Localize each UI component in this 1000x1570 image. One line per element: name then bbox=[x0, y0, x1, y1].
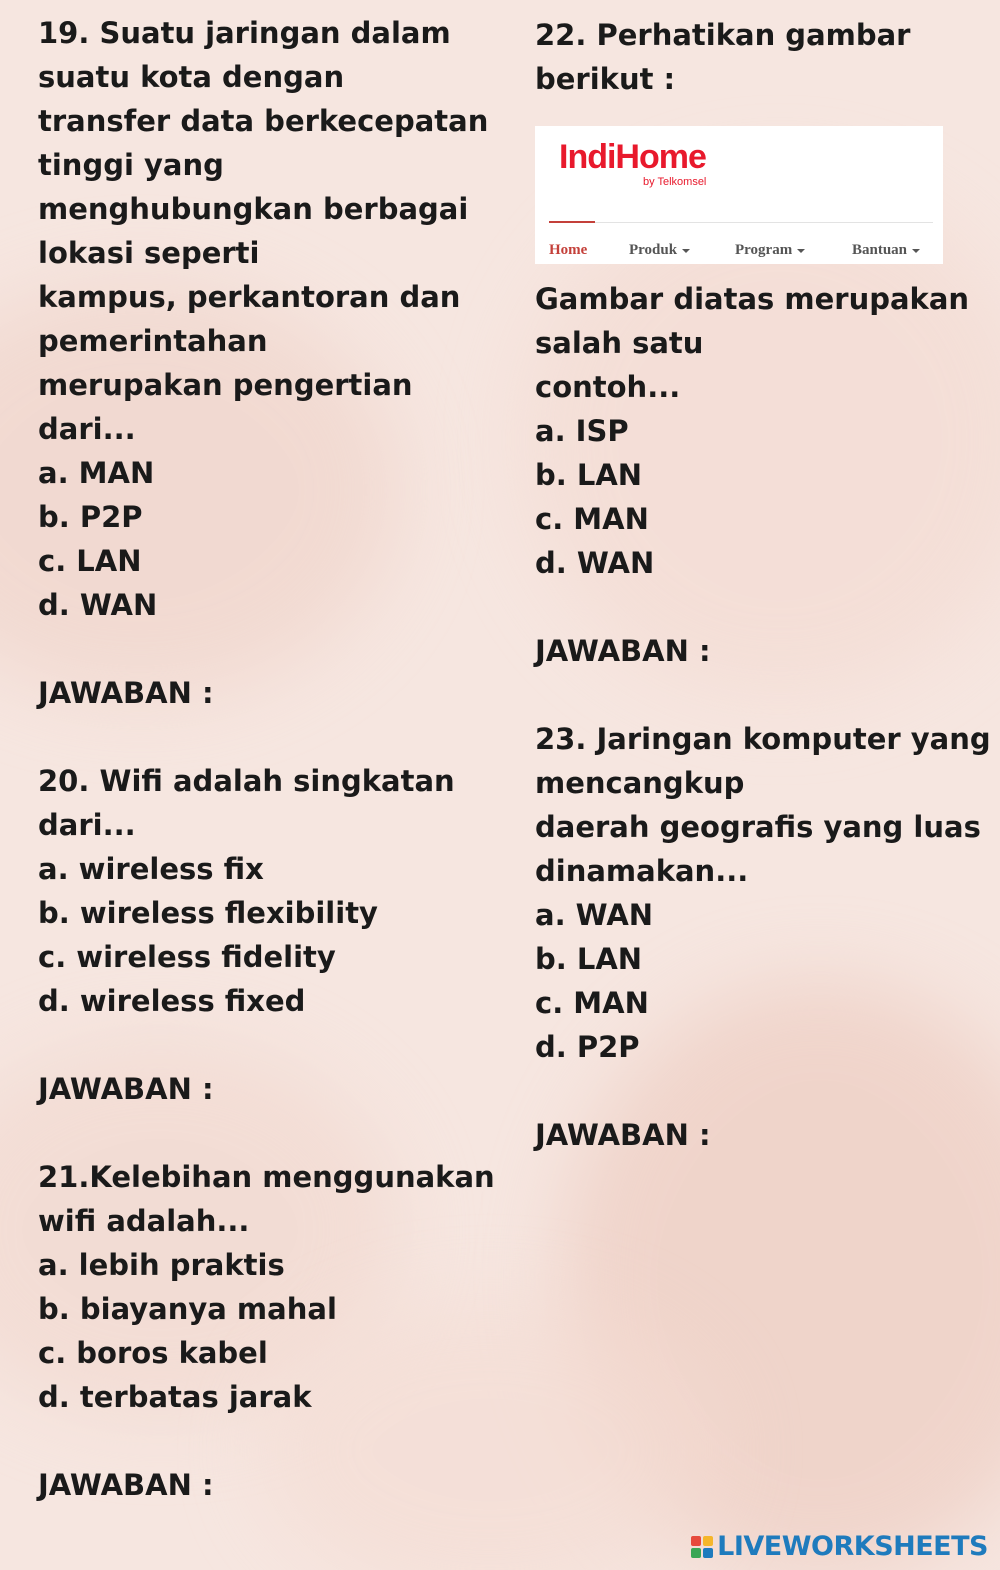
option-22-d: d. WAN bbox=[535, 546, 655, 580]
question-22-line: 22. Perhatikan gambar bbox=[535, 18, 911, 52]
question-19-line: lokasi seperti bbox=[38, 236, 260, 270]
option-20-d: d. wireless fixed bbox=[38, 984, 306, 1018]
option-23-c: c. MAN bbox=[535, 986, 649, 1020]
question-19-line: merupakan pengertian bbox=[38, 368, 413, 402]
option-20-b: b. wireless flexibility bbox=[38, 896, 378, 930]
nav-program: Program bbox=[735, 242, 805, 259]
home-underline bbox=[549, 221, 595, 223]
option-19-c: c. LAN bbox=[38, 544, 142, 578]
question-21-line: wifi adalah... bbox=[38, 1204, 250, 1238]
liveworksheets-logo bbox=[691, 1531, 988, 1562]
option-21-b: b. biayanya mahal bbox=[38, 1292, 337, 1326]
chevron-down-icon bbox=[912, 249, 920, 253]
question-22-line: salah satu bbox=[535, 326, 704, 360]
nav-home: Home bbox=[549, 242, 588, 258]
answer-label-22: JAWABAN : bbox=[535, 634, 711, 668]
option-20-c: c. wireless fidelity bbox=[38, 940, 336, 974]
indihome-banner-image bbox=[535, 126, 943, 264]
option-21-a: a. lebih praktis bbox=[38, 1248, 285, 1282]
option-19-d: d. WAN bbox=[38, 588, 158, 622]
nav-produk: Produk bbox=[629, 242, 690, 259]
question-21-line: 21.Kelebihan menggunakan bbox=[38, 1160, 495, 1194]
answer-label-21: JAWABAN : bbox=[38, 1468, 214, 1502]
question-19-line: menghubungkan berbagai bbox=[38, 192, 469, 226]
option-19-a: a. MAN bbox=[38, 456, 155, 490]
question-19-line: kampus, perkantoran dan bbox=[38, 280, 461, 314]
option-23-b: b. LAN bbox=[535, 942, 643, 976]
question-20-line: 20. Wifi adalah singkatan bbox=[38, 764, 455, 798]
question-19-line: suatu kota dengan bbox=[38, 60, 345, 94]
liveworksheets-icon bbox=[691, 1536, 713, 1558]
question-19-line: pemerintahan bbox=[38, 324, 268, 358]
question-20-line: dari... bbox=[38, 808, 136, 842]
option-23-a: a. WAN bbox=[535, 898, 654, 932]
option-23-d: d. P2P bbox=[535, 1030, 640, 1064]
indihome-logo: IndiHome bbox=[559, 138, 706, 176]
question-23-line: dinamakan... bbox=[535, 854, 749, 888]
option-22-b: b. LAN bbox=[535, 458, 643, 492]
chevron-down-icon bbox=[797, 249, 805, 253]
option-22-a: a. ISP bbox=[535, 414, 629, 448]
answer-label-23: JAWABAN : bbox=[535, 1118, 711, 1152]
nav-bantuan: Bantuan bbox=[852, 242, 920, 259]
indihome-logo-sub: by Telkomsel bbox=[643, 176, 707, 188]
liveworksheets-wordmark: LIVEWORKSHEETS bbox=[717, 1531, 988, 1562]
option-19-b: b. P2P bbox=[38, 500, 143, 534]
question-23-line: 23. Jaringan komputer yang bbox=[535, 722, 991, 756]
option-21-c: c. boros kabel bbox=[38, 1336, 268, 1370]
option-22-c: c. MAN bbox=[535, 502, 649, 536]
question-19-line: dari... bbox=[38, 412, 136, 446]
question-22-line: Gambar diatas merupakan bbox=[535, 282, 970, 316]
option-20-a: a. wireless fix bbox=[38, 852, 264, 886]
question-23-line: daerah geografis yang luas bbox=[535, 810, 981, 844]
answer-label-20: JAWABAN : bbox=[38, 1072, 214, 1106]
question-19-line: tinggi yang bbox=[38, 148, 224, 182]
question-22-line: contoh... bbox=[535, 370, 681, 404]
question-19-line: 19. Suatu jaringan dalam bbox=[38, 16, 451, 50]
answer-label-19: JAWABAN : bbox=[38, 676, 214, 710]
question-22-line: berikut : bbox=[535, 62, 676, 96]
option-21-d: d. terbatas jarak bbox=[38, 1380, 312, 1414]
chevron-down-icon bbox=[682, 249, 690, 253]
question-19-line: transfer data berkecepatan bbox=[38, 104, 489, 138]
banner-divider bbox=[549, 222, 933, 223]
question-23-line: mencangkup bbox=[535, 766, 745, 800]
